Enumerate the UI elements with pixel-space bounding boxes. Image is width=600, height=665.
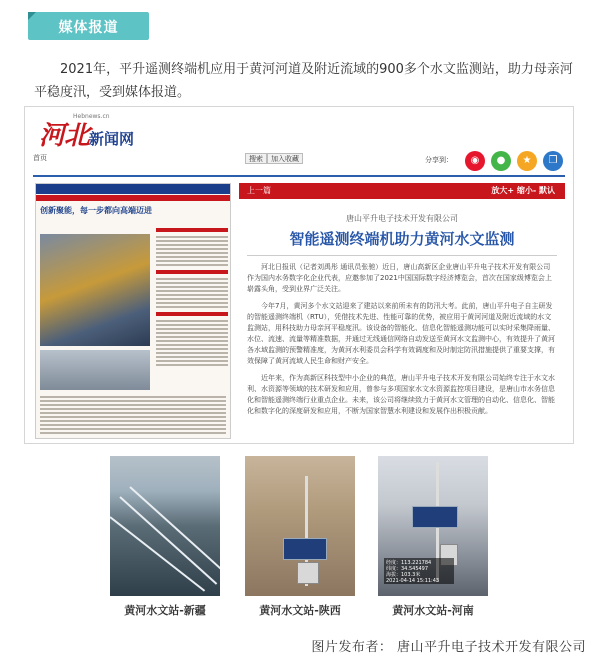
search-button[interactable]: 搜索 <box>245 153 267 164</box>
wechat-icon[interactable]: ● <box>491 151 511 171</box>
newspaper-page <box>35 183 231 439</box>
nav-divider <box>33 175 565 177</box>
nav-row <box>33 151 565 167</box>
paper-photo <box>40 234 150 346</box>
article-toolbar <box>239 183 565 199</box>
paper-photo-small <box>40 350 150 390</box>
paper-masthead-stripe <box>36 195 230 201</box>
favorite-button[interactable]: 加入收藏 <box>267 153 303 164</box>
section-badge <box>28 12 149 40</box>
logo-url: Hebnews.cn <box>73 113 110 120</box>
photo-location-stamp: 经度：113.221784 纬度：34.545497 海拔：103.3米 2021-04-14 15:11:43 <box>384 558 454 584</box>
paper-column <box>156 224 228 368</box>
photo-caption-xinjiang: 黄河水文站-新疆 <box>124 604 206 617</box>
photo-xinjiang <box>110 456 220 596</box>
news-screenshot <box>24 106 574 444</box>
photo-henan <box>378 456 488 596</box>
intro-paragraph: 2021年，平升遥测终端机应用于黄河河道及附近流域的900多个水文监测站，助力母亲河平稳度汛，受到媒体报道。 <box>34 62 573 100</box>
article-paragraph-1: 河北日报讯（记者刘禹彤 通讯员张驰）近日，唐山高新区企业唐山平升电子技术开发有限公司作为国内水务数字化企业代表，应邀参加了2021中国国际数字经济博览会，首次在国家级博览会上崭露头角，受到业界广泛关注。 <box>247 263 552 293</box>
logo-brand: 河北 <box>39 121 90 151</box>
article-rule <box>247 255 557 256</box>
photo-caption-henan: 黄河水文站-河南 <box>392 604 474 617</box>
qzone-icon[interactable]: ★ <box>517 151 537 171</box>
section-badge-label: 媒体报道 <box>58 20 119 36</box>
logo-site: 新闻网 <box>89 130 135 148</box>
copy-icon[interactable]: ❐ <box>543 151 563 171</box>
article-panel <box>239 183 565 439</box>
hebnews-logo <box>39 115 134 152</box>
paper-headline: 创新聚能，每一步都向高端迈进 <box>40 206 152 215</box>
weibo-icon[interactable]: ◉ <box>465 151 485 171</box>
photo-caption-shaanxi: 黄河水文站-陕西 <box>259 604 341 617</box>
article-paragraph-3: 近年来，作为高新区科技型中小企业的典范，唐山平升电子技术开发有限公司始终专注于水文水利、水资源等领域的技术研发和应用，曾参与多项国家水文水资源监控项目建设，是唐山市水务信息化和智能遥测终端行业重点企业。未来，该公司将继续致力于黄河水文管理的自动化、信息化、智能化和数字化的深度研发和应用，不断为国家智慧水利建设和发展作出积极贡献。 <box>247 374 555 415</box>
nav-home-link[interactable]: 首页 <box>33 154 47 162</box>
photo-shaanxi <box>245 456 355 596</box>
article-company: 唐山平升电子技术开发有限公司 <box>346 214 458 223</box>
font-size-controls[interactable]: 放大+ 缩小- 默认 <box>491 186 555 195</box>
article-paragraph-2: 今年7月，黄河多个水文站迎来了建站以来前所未有的防汛大考。此前，唐山平升电子自主研发的智能遥测终端机（RTU），凭借技术先进、性能可靠的优势，被应用于黄河河道及附近流域的水文监测站，用科技助力母亲河平稳度汛。该设备的智能化、信息化智能遥测功能可以实时采集降雨量、水位、流速、流量等精准数据，并通过无线通信网络自动发送至黄河水文监测中心，有效提升了黄河各水域监测的预警精准度，为黄河水利委员会科学有效调度和及时制定防汛措施提供了重要支撑，有效保障了黄河流域人民生命和财产安全。 <box>247 302 555 365</box>
article-title: 智能遥测终端机助力黄河水文监测 <box>289 230 515 248</box>
share-label: 分享到： <box>425 156 453 164</box>
paper-bottom-text <box>40 394 226 436</box>
prev-article-link[interactable]: 上一篇 <box>247 186 271 195</box>
image-credit: 图片发布者： 唐山平升电子技术开发有限公司 <box>311 640 586 655</box>
paper-masthead <box>36 184 230 194</box>
